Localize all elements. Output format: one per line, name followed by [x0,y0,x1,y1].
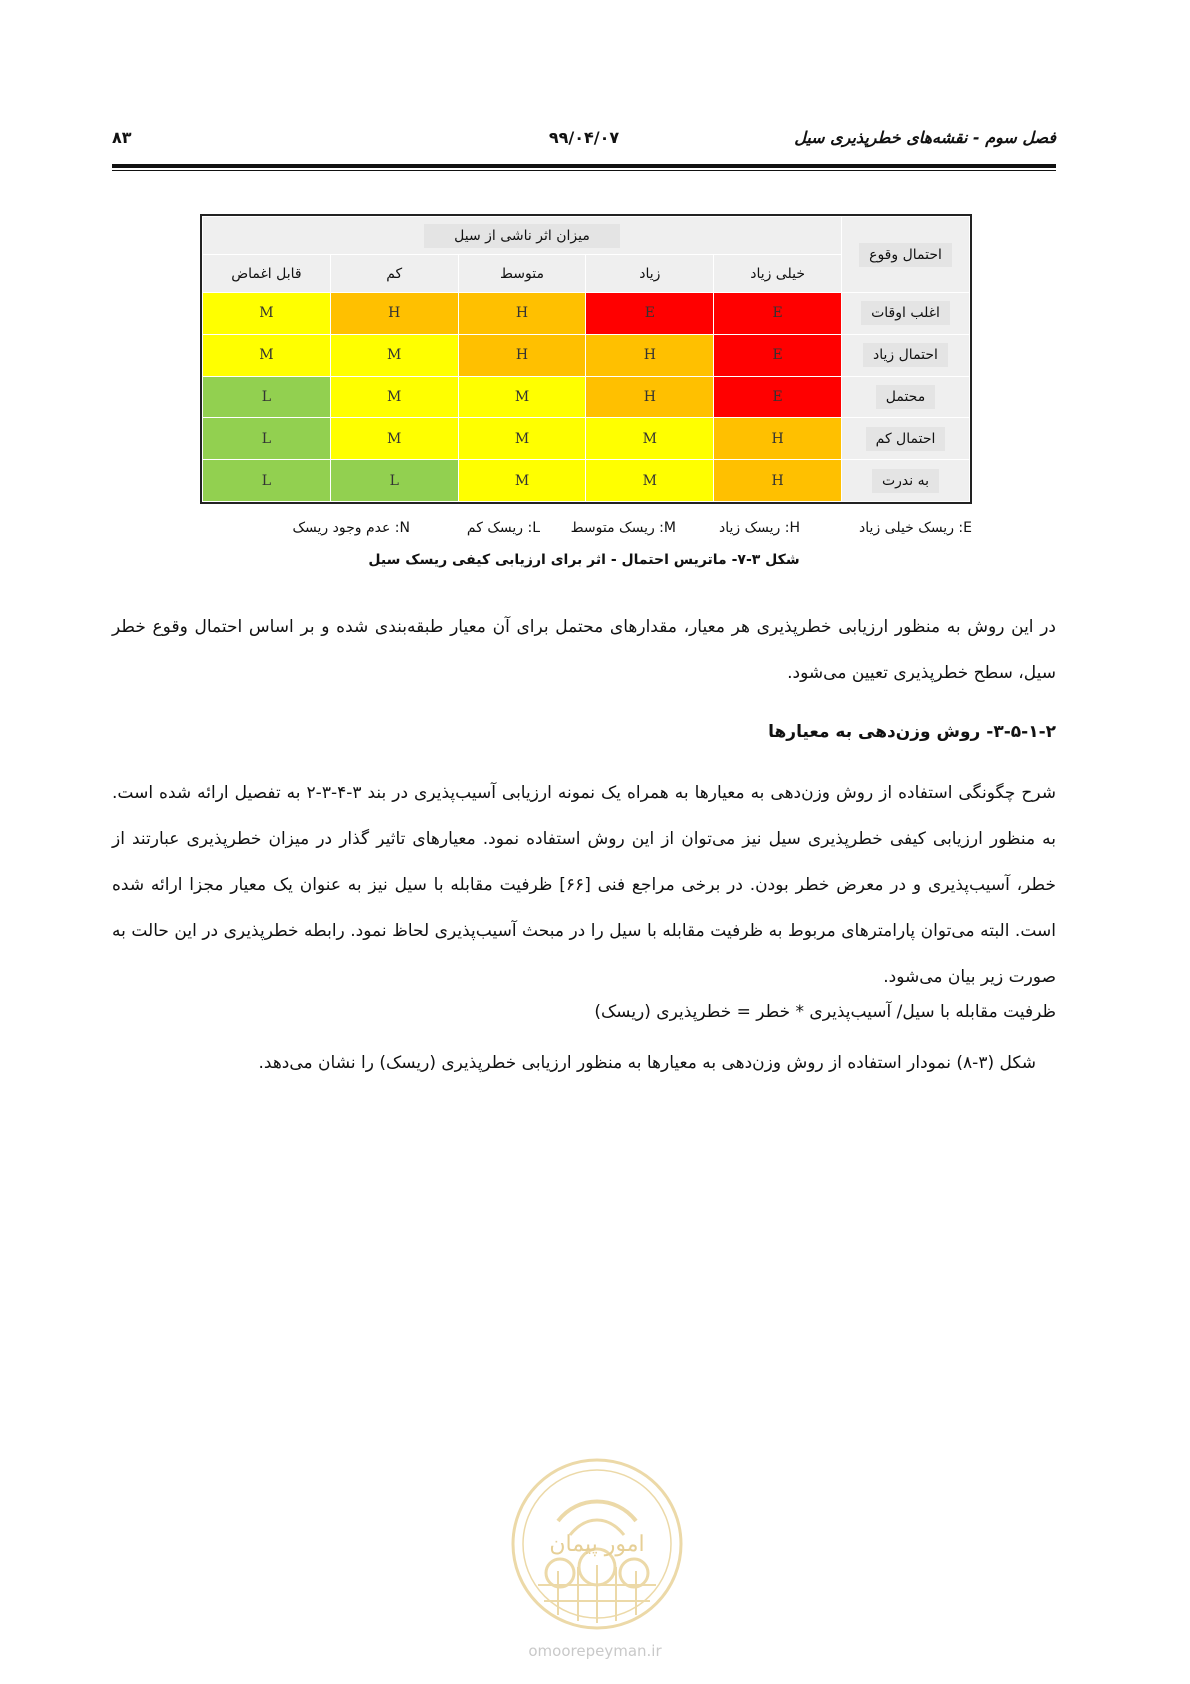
matrix-col-negligible: قابل اغماض [203,255,331,293]
legend-l: L: ریسک کم [466,520,540,536]
header-date: ۹۹/۰۴/۰۷ [548,128,620,147]
matrix-row-label: محتمل [842,376,970,418]
matrix-col-very-high: خیلی زیاد [714,255,842,293]
chapter-title: فصل سوم - نقشه‌های خطرپذیری سیل [794,128,1056,147]
matrix-row-label: به ندرت [842,460,970,502]
watermark-site: omoorepeyman.ir [528,1642,662,1660]
matrix-row [203,460,970,502]
legend-h: H: ریسک زیاد [719,520,800,536]
matrix-cell: H [330,293,458,335]
page-header [112,128,1056,152]
matrix-row [203,293,970,335]
matrix-cell: L [203,418,331,460]
matrix-row-label: احتمال کم [842,418,970,460]
matrix-row [203,418,970,460]
matrix-cell: M [330,376,458,418]
matrix-col-high: زیاد [586,255,714,293]
risk-matrix [200,214,972,504]
matrix-col-medium: متوسط [458,255,586,293]
matrix-row [203,334,970,376]
matrix-corner-label: احتمال وقوع [842,217,970,293]
matrix-cell: M [203,334,331,376]
matrix-cell: M [586,418,714,460]
svg-text:امور پیمان: امور پیمان [549,1532,645,1557]
figure-caption: شکل ۳-۷- ماتریس احتمال - اثر برای ارزیابی کیفی ریسک سیل [368,552,800,568]
matrix-cell: H [714,418,842,460]
legend-m: M: ریسک متوسط [570,520,676,536]
matrix-cell: L [203,376,331,418]
watermark-logo [508,1455,686,1633]
matrix-row-label: اغلب اوقات [842,293,970,335]
matrix-legend [200,520,972,544]
header-rule-thin [112,170,1056,171]
matrix-cell: M [330,334,458,376]
matrix-cell: M [203,293,331,335]
paragraph-weighting: شرح چگونگی استفاده از روش وزن‌دهی به معیارها به همراه یک نمونه ارزیابی آسیب‌پذیری در بند ۳-۴-۳-۲ به تفصیل ارائه شده است. به منظور ارزیابی کیفی خطرپذیری سیل نیز می‌توان از این روش استفاده نمود. معیارهای تاثیر گذار در میزان خطرپذیری عبارتند از خطر، آسیب‌پذیری و در معرض خطر بودن. در برخی مراجع فنی [۶۶] ظرفیت مقابله با سیل نیز به عنوان یک معیار مجزا ارائه شده است. البته می‌توان پارامترهای مربوط به ظرفیت مقابله با سیل را در مبحث آسیب‌پذیری لحاظ نمود. رابطه خطرپذیری در این حالت به صورت زیر بیان می‌شود. [112,783,1056,987]
paragraph-intro: در این روش به منظور ارزیابی خطرپذیری هر معیار، مقدارهای محتمل برای آن معیار طبقه‌بندی شده و بر اساس احتمال وقوع خطر سیل، سطح خطرپذیری تعیین می‌شود. [112,617,1056,683]
risk-formula: ظرفیت مقابله با سیل/ آسیب‌پذیری * خطر = خطرپذیری (ریسک) [594,1002,1056,1022]
matrix-cell: H [458,293,586,335]
page-number: ۸۳ [112,128,132,147]
matrix-impact-title: میزان اثر ناشی از سیل [203,217,842,255]
legend-n: N: عدم وجود ریسک [292,520,410,536]
matrix-cell: H [458,334,586,376]
risk-matrix-table [202,216,970,502]
matrix-col-low: کم [330,255,458,293]
section-heading: ۳-۵-۱-۲- روش وزن‌دهی به معیارها [768,722,1056,742]
watermark-seal-icon [508,1455,686,1633]
legend-e: E: ریسک خیلی زیاد [859,520,972,536]
matrix-cell: M [458,376,586,418]
matrix-cell: M [586,460,714,502]
matrix-row-label: احتمال زیاد [842,334,970,376]
matrix-cell: H [586,334,714,376]
matrix-cell: L [330,460,458,502]
matrix-cell: H [714,460,842,502]
matrix-cell: M [330,418,458,460]
matrix-row [203,376,970,418]
paragraph-figure-ref: شکل (۳-۸) نمودار استفاده از روش وزن‌دهی به معیارها به منظور ارزیابی خطرپذیری (ریسک) را نشان می‌دهد. [258,1053,1036,1073]
matrix-cell: L [203,460,331,502]
matrix-cell: M [458,460,586,502]
matrix-cell: E [714,334,842,376]
header-rule-thick [112,164,1056,168]
matrix-cell: E [714,376,842,418]
matrix-cell: M [458,418,586,460]
matrix-cell: E [714,293,842,335]
matrix-cell: E [586,293,714,335]
matrix-cell: H [586,376,714,418]
